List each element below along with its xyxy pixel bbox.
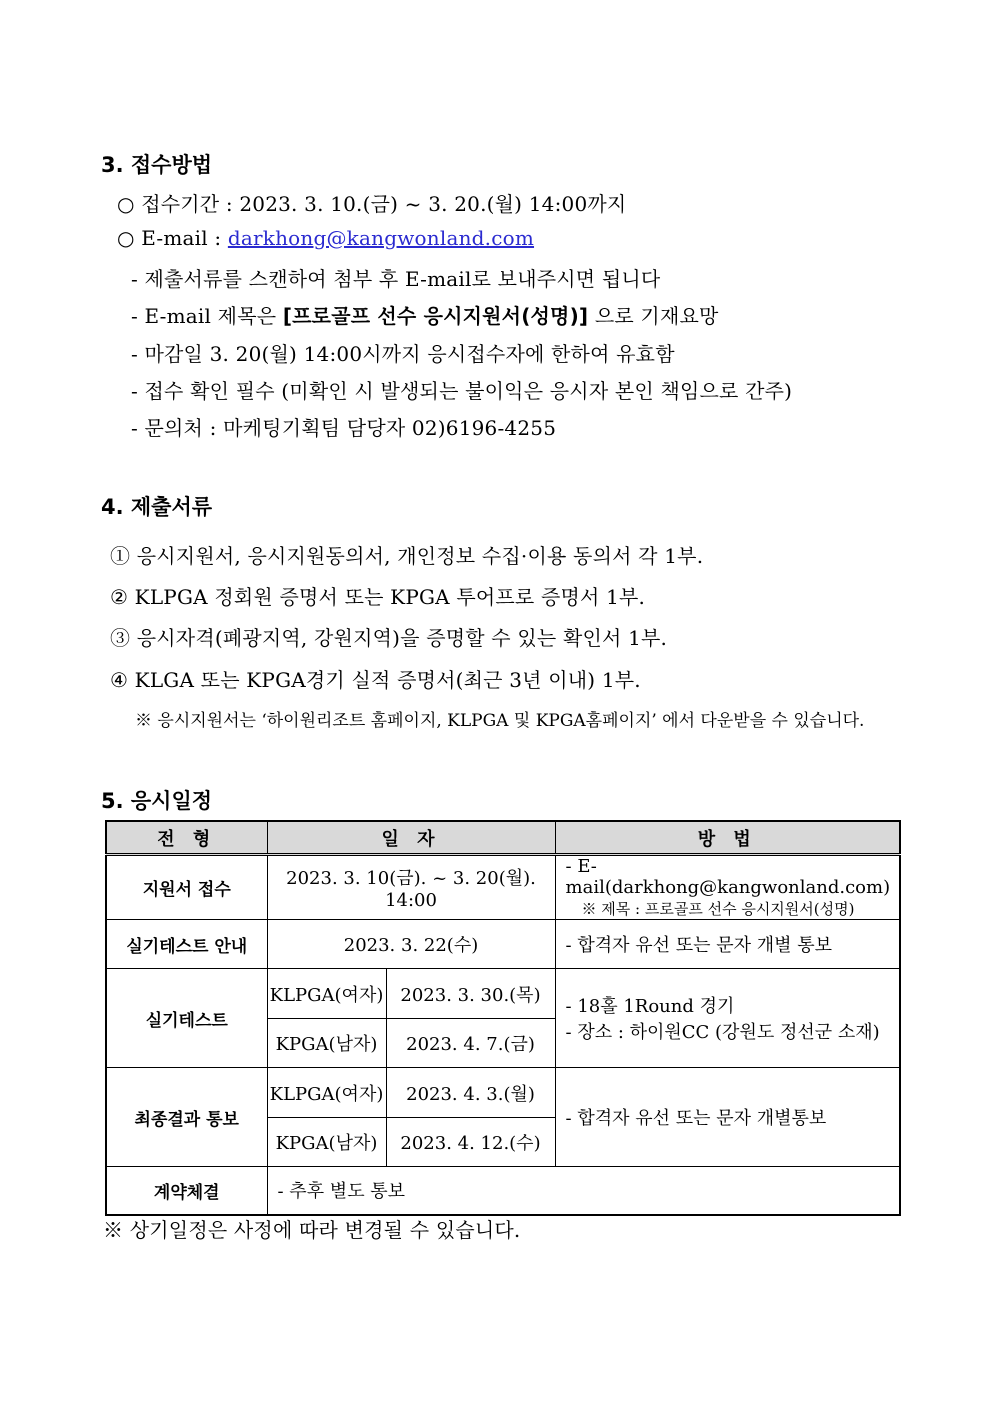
bullet-4: - 문의처 : 마케팅기획팀 담당자 02)6196-4255	[131, 416, 557, 440]
method-email: - E-mail(darkhong@kangwonland.com)	[565, 856, 891, 898]
subject-post: 으로 기재요망	[588, 304, 719, 328]
header-date: 일 자	[267, 821, 555, 855]
email-link[interactable]: darkhong@kangwonland.com	[227, 226, 535, 250]
group-kpga-test: KPGA(남자)	[267, 1019, 386, 1068]
application-period: ○ 접수기간 : 2023. 3. 10.(금) ~ 3. 20.(월) 14:00까지	[117, 192, 627, 216]
schedule-footnote: ※ 상기일정은 사정에 따라 변경될 수 있습니다.	[103, 1218, 521, 1242]
section-3-heading: 3. 접수방법	[101, 153, 213, 177]
group-klpga-test: KLPGA(여자)	[267, 969, 386, 1019]
method-subject-note: ※ 제목 : 프로골프 선수 응시지원서(성명)	[581, 900, 855, 918]
method-round: - 18홀 1Round 경기	[565, 996, 735, 1017]
date-kpga-result: 2023. 4. 12.(수)	[386, 1118, 555, 1167]
date-test-notice: 2023. 3. 22(수)	[267, 920, 555, 969]
method-final-result: - 합격자 유선 또는 문자 개별통보	[555, 1068, 900, 1167]
doc-item-3: ③ 응시자격(폐광지역, 강원지역)을 증명할 수 있는 확인서 1부.	[110, 626, 668, 650]
method-venue: - 장소 : 하이원CC (강원도 정선군 소재)	[565, 1022, 880, 1043]
method-test-notice: - 합격자 유선 또는 문자 개별 통보	[555, 920, 900, 969]
subject-bold: [프로골프 선수 응시지원서(성명)]	[282, 304, 589, 328]
email-label: ○ E-mail :	[117, 226, 228, 250]
stage-test-notice: 실기테스트 안내	[106, 920, 267, 969]
stage-application: 지원서 접수	[106, 855, 267, 920]
stage-final-result: 최종결과 통보	[106, 1068, 267, 1167]
date-kpga-test: 2023. 4. 7.(금)	[386, 1019, 555, 1068]
date-klpga-result: 2023. 4. 3.(월)	[386, 1068, 555, 1118]
section-4-heading: 4. 제출서류	[101, 495, 213, 519]
method-application	[555, 855, 900, 920]
table-header-row	[106, 821, 900, 855]
doc-item-4: ④ KLGA 또는 KPGA경기 실적 증명서(최근 3년 이내) 1부.	[110, 668, 641, 692]
bullet-2: - 마감일 3. 20(월) 14:00시까지 응시접수자에 한하여 유효함	[131, 342, 675, 366]
header-method: 방 법	[555, 821, 900, 855]
table-row	[106, 855, 900, 920]
table-row	[106, 1167, 900, 1215]
bullet-1: - 제출서류를 스캔하여 첨부 후 E-mail로 보내주시면 됩니다	[131, 267, 661, 291]
bullet-3: - 접수 확인 필수 (미확인 시 발생되는 불이익은 응시자 본인 책임으로 간주)	[131, 379, 793, 403]
table-row	[106, 1068, 900, 1118]
group-klpga-result: KLPGA(여자)	[267, 1068, 386, 1118]
table-row	[106, 920, 900, 969]
doc-item-2: ② KLPGA 정회원 증명서 또는 KPGA 투어프로 증명서 1부.	[110, 585, 646, 609]
email-line	[117, 226, 534, 250]
group-kpga-result: KPGA(남자)	[267, 1118, 386, 1167]
date-application: 2023. 3. 10(금). ~ 3. 20(월). 14:00	[267, 855, 555, 920]
stage-practical-test: 실기테스트	[106, 969, 267, 1068]
table-row	[106, 969, 900, 1019]
date-klpga-test: 2023. 3. 30.(목)	[386, 969, 555, 1019]
method-practical-test	[555, 969, 900, 1068]
bullet-subject	[131, 300, 719, 329]
subject-pre: - E-mail 제목은	[131, 304, 283, 328]
download-note: ※ 응시지원서는 ‘하이원리조트 홈페이지, KLPGA 및 KPGA홈페이지’ 에서 다운받을 수 있습니다.	[135, 711, 865, 731]
header-stage: 전 형	[106, 821, 267, 855]
section-5-heading: 5. 응시일정	[101, 789, 213, 813]
stage-contract: 계약체결	[106, 1167, 267, 1215]
schedule-table	[105, 820, 901, 1216]
method-contract: - 추후 별도 통보	[267, 1167, 900, 1215]
doc-item-1: ① 응시지원서, 응시지원동의서, 개인정보 수집·이용 동의서 각 1부.	[110, 544, 704, 568]
